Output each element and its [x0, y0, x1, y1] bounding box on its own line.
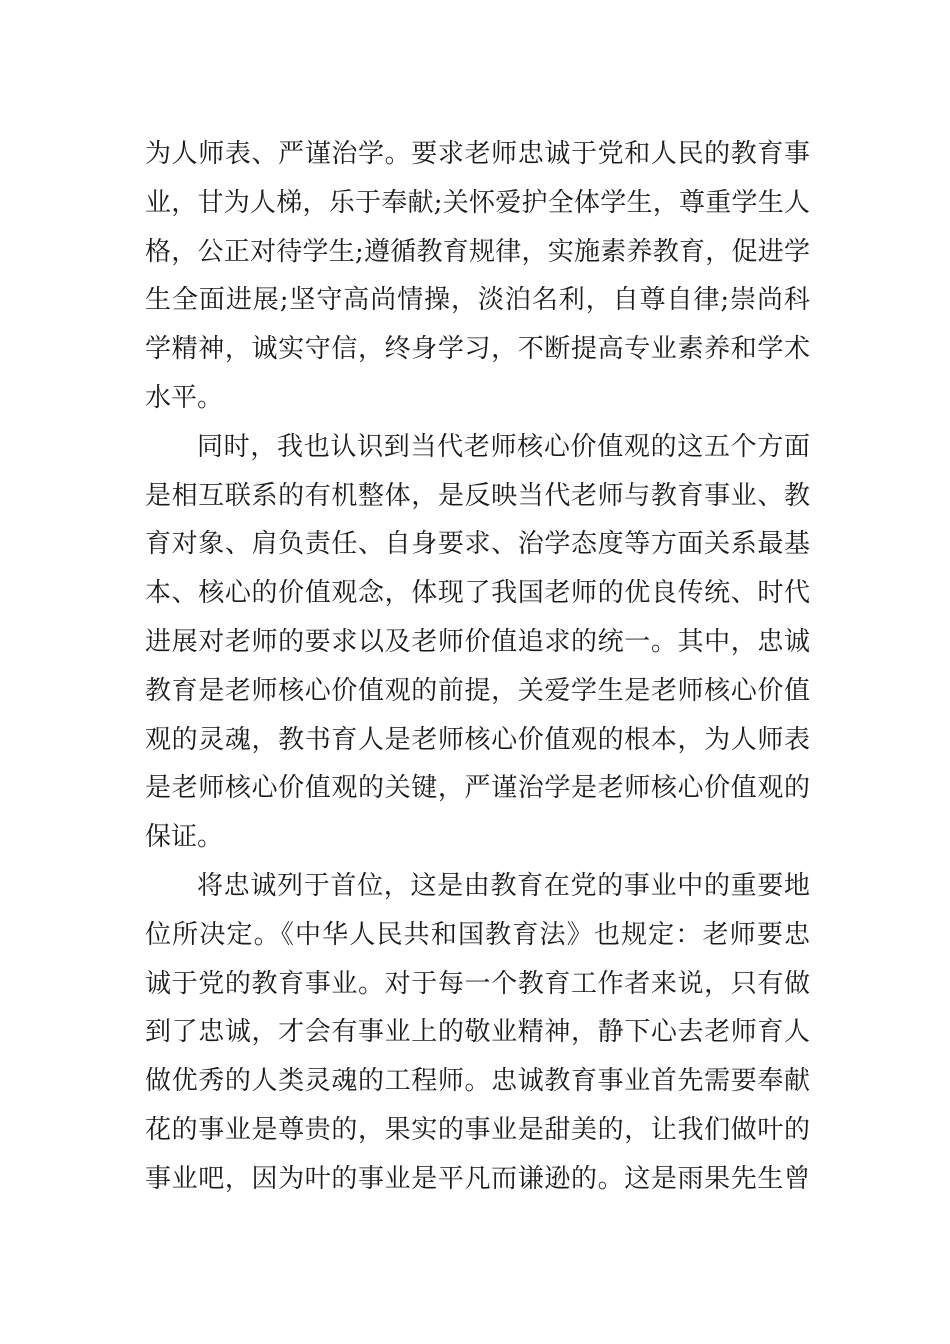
text-line: 将忠诚列于首位，这是由教育在党的事业中的重要地: [197, 870, 810, 901]
text-line: 观的灵魂，教书育人是老师核心价值观的根本，为人师表: [145, 724, 810, 755]
text-line: 做优秀的人类灵魂的工程师。忠诚教育事业首先需要奉献: [145, 1066, 810, 1097]
text-line: 同时，我也认识到当代老师核心价值观的这五个方面: [197, 431, 810, 462]
text-line: 事业吧，因为叶的事业是平凡而谦逊的。这是雨果先生曾: [145, 1163, 810, 1194]
text-line: 诚于党的教育事业。对于每一个教育工作者来说，只有做: [145, 968, 810, 999]
text-line: 育对象、肩负责任、自身要求、治学态度等方面关系最基: [145, 529, 810, 560]
text-line: 格，公正对待学生;遵循教育规律，实施素养教育，促进学: [145, 236, 810, 267]
text-line: 为人师表、严谨治学。要求老师忠诚于党和人民的教育事: [145, 139, 810, 169]
text-line: 学精神，诚实守信，终身学习，不断提高专业素养和学术: [145, 334, 810, 365]
text-line: 教育是老师核心价值观的前提，关爱学生是老师核心价值: [145, 675, 810, 706]
text-line: 业，甘为人梯，乐于奉献;关怀爱护全体学生，尊重学生人: [145, 187, 810, 218]
text-line: 水平。: [145, 382, 224, 413]
text-line: 本、核心的价值观念，体现了我国老师的优良传统、时代: [145, 578, 810, 609]
text-line: 生全面进展;坚守高尚情操，淡泊名利，自尊自律;崇尚科: [145, 285, 810, 316]
text-line: 保证。: [145, 822, 224, 853]
text-line: 到了忠诚，才会有事业上的敬业精神，静下心去老师育人: [145, 1017, 810, 1048]
text-line: 是老师核心价值观的关键，严谨治学是老师核心价值观的: [145, 773, 810, 804]
text-line: 是相互联系的有机整体，是反映当代老师与教育事业、教: [145, 480, 810, 511]
text-line: 位所决定。《中华人民共和国教育法》也规定：老师要忠: [145, 919, 810, 950]
text-line: 进展对老师的要求以及老师价值追求的统一。其中，忠诚: [145, 626, 810, 657]
document-body: [145, 130, 810, 1204]
text-line: 花的事业是尊贵的，果实的事业是甜美的，让我们做叶的: [145, 1114, 810, 1145]
